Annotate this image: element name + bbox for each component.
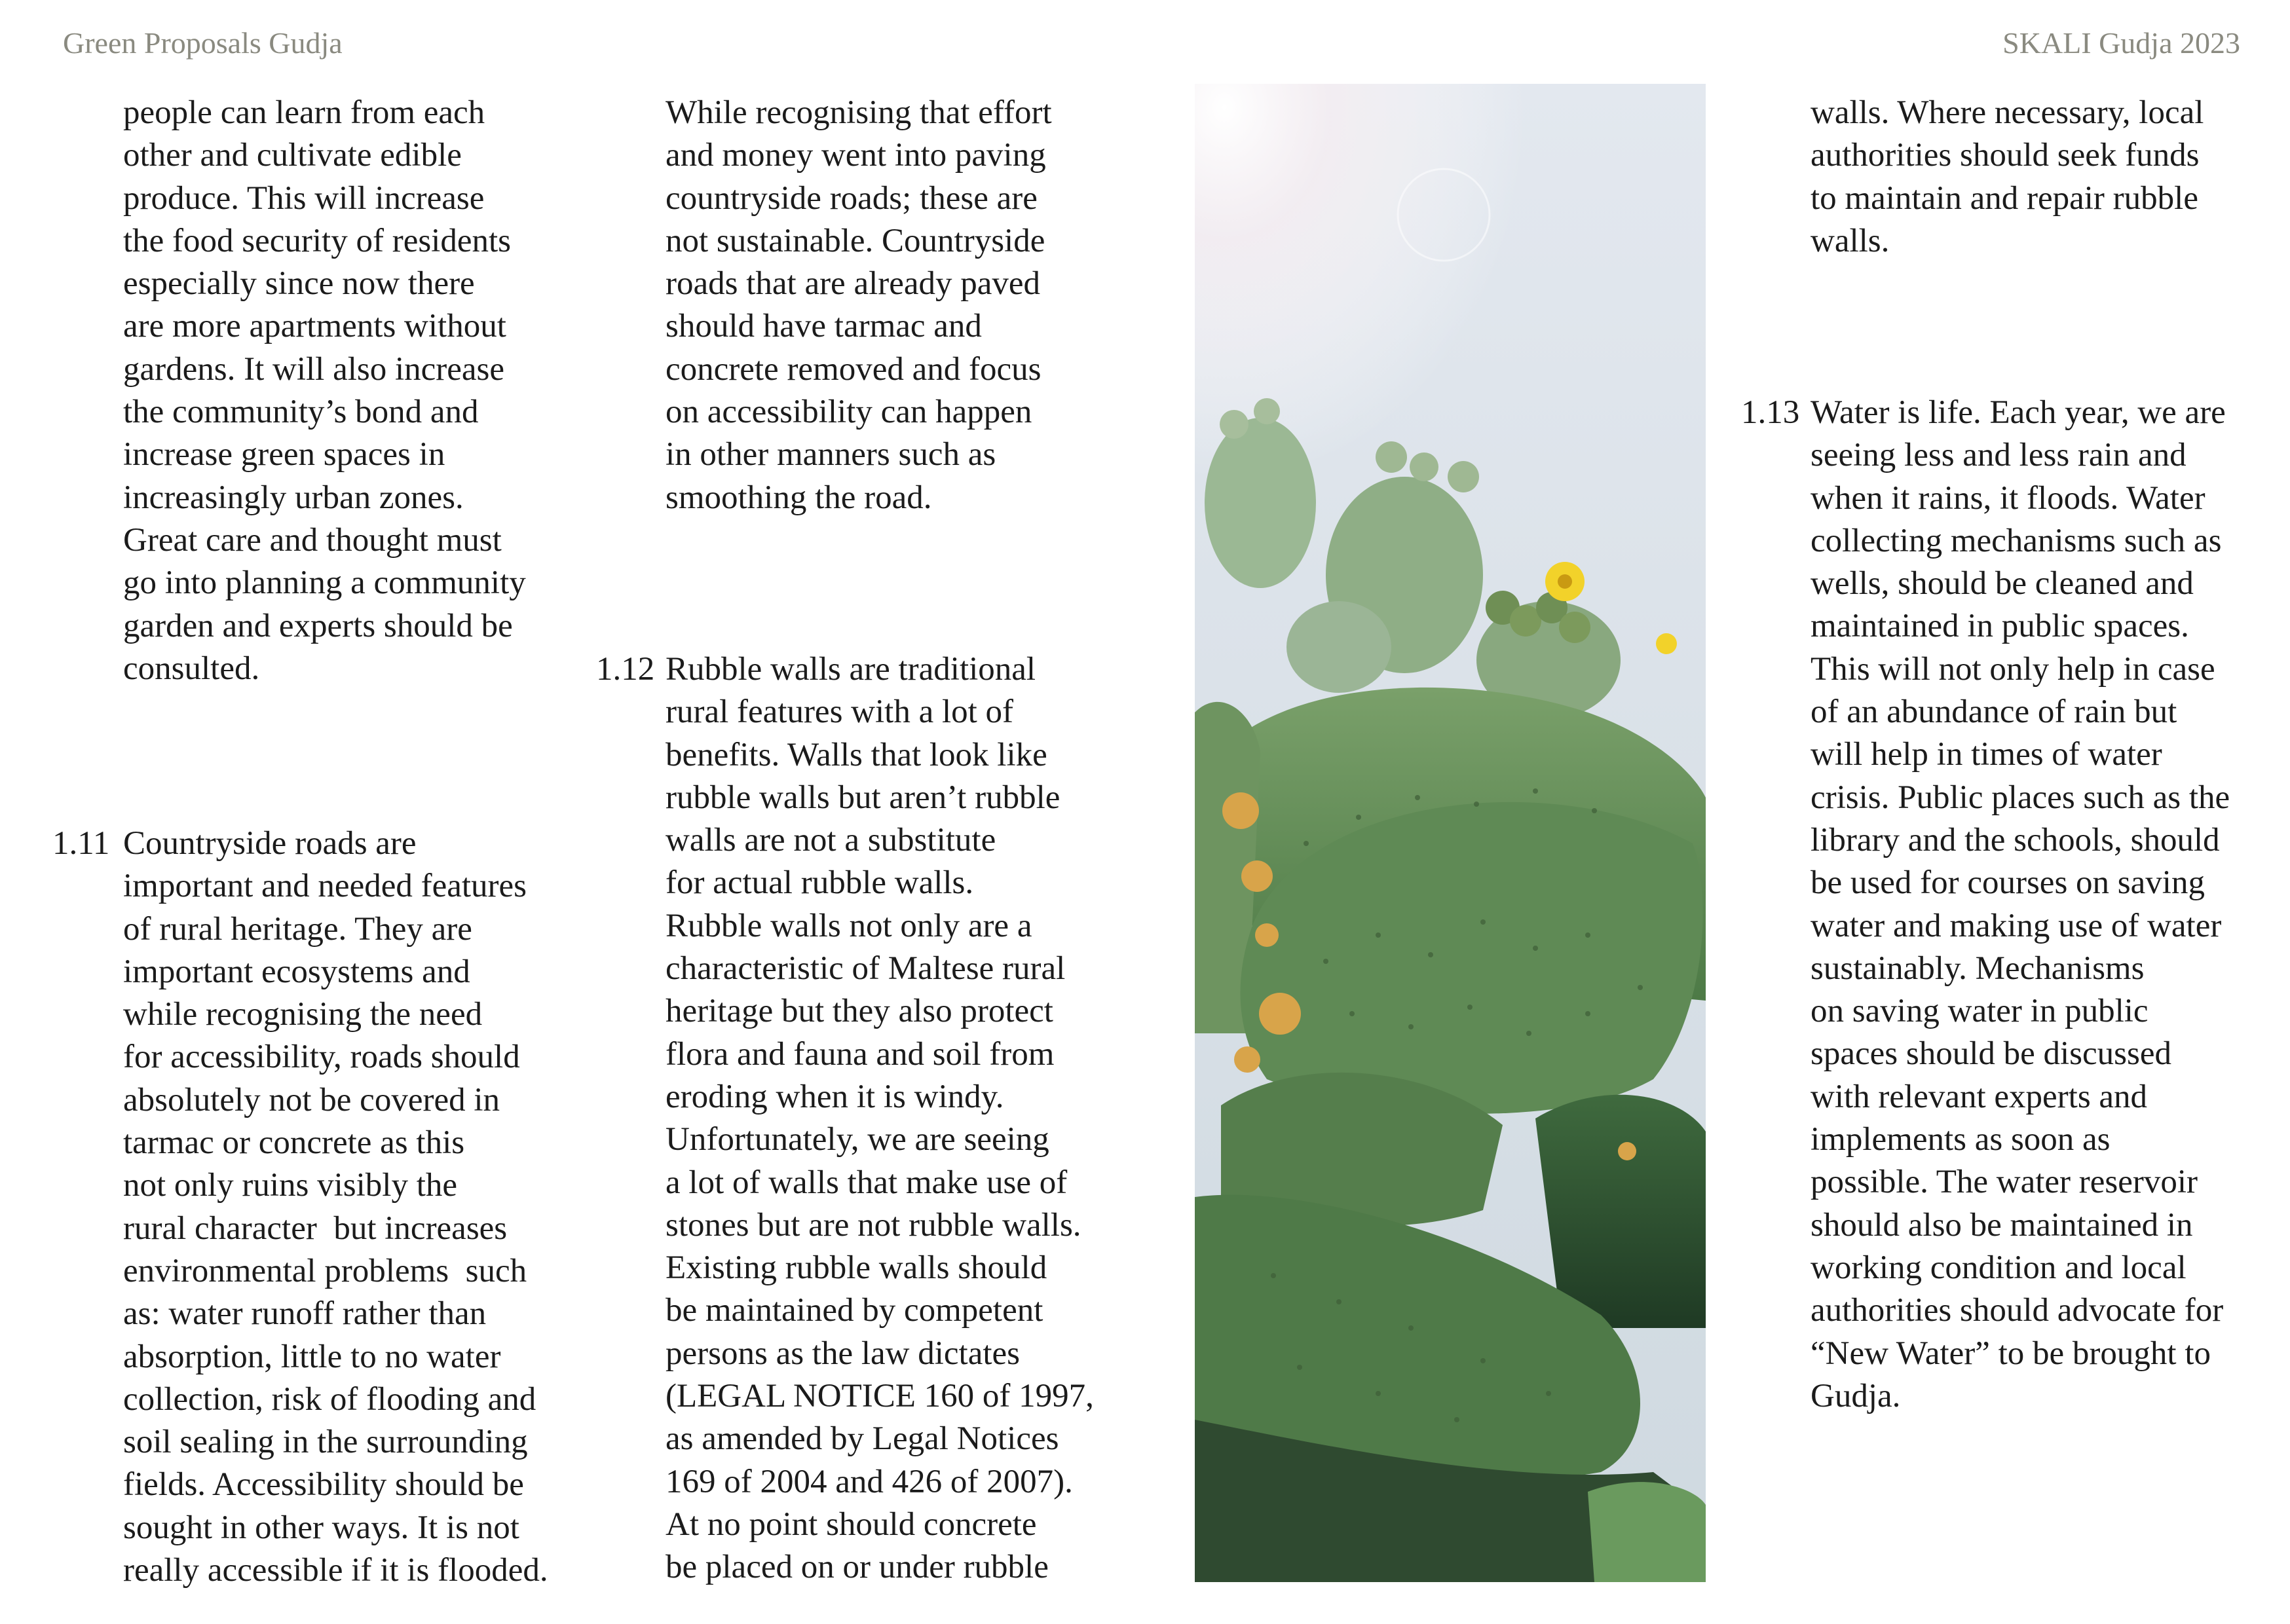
section-number-1-12: 1.12 xyxy=(596,651,655,688)
section-number-1-13: 1.13 xyxy=(1741,394,1800,431)
section-number-1-11: 1.11 xyxy=(52,825,110,862)
col1-paragraph-1-11: Countryside roads are important and needed features of rural heritage. They are important ecosystems and while recognising the need for accessibility, roads should absolutely not be covered in tarmac or concrete as this not only ruins visibly the rural character but increases environmental problems such as: water runoff rather than absorption, little to no water collection, risk of flooding and soil sealing in the surrounding fields. Accessibility should be sought in other ways. It is not really accessible if it is flooded. xyxy=(123,825,548,1589)
col2-paragraph-1-12: Rubble walls are traditional rural features with a lot of benefits. Walls that look like rubble walls but aren’t rubble walls are not a substitute for actual rubble walls. Rubble walls not only are a characteristic of Maltese rural heritage but they also protect flora and fauna and soil from eroding when it is windy. Unfortunately, we are seeing a lot of walls that make use of stones but are not rubble walls. Existing rubble walls should be maintained by competent persons as the law dictates (LEGAL NOTICE 160 of 1997, as amended by Legal Notices 169 of 2004 and 426 of 2007). At no point should concrete be placed on or under rubble xyxy=(666,651,1094,1586)
col1-paragraph-continued: people can learn from each other and cultivate edible produce. This will increase the food security of residents especially since now there are more apartments without gardens. It will also increase the community’s bond and increase green spaces in increasingly urban zones. Great care and thought must go into planning a community garden and experts should be consulted. xyxy=(123,94,526,687)
bottom-right-pad xyxy=(1588,1482,1706,1582)
document-title: Green Proposals Gudja xyxy=(63,26,343,60)
col2-paragraph-continued: While recognising that effort and money went into paving countryside roads; these are not sustainable. Countryside roads that are already paved should have tarmac and concrete removed and focus on accessibility can happen in other manners such as smoothing the road. xyxy=(666,94,1052,516)
col4-paragraph-1-13: Water is life. Each year, we are seeing less and less rain and when it rains, it floods. Water collecting mechanisms such as wells, should be cleaned and maintained in public spaces. This will not only help in case of an abundance of rain but will help in times of water crisis. Public places such as the library and the schools, should be used for courses on saving water and making use of water sustainably. Mechanisms on saving water in public spaces should be discussed with relevant experts and implements as soon as possible. The water reservoir should also be maintained in working condition and local authorities should advocate for “New Water” to be brought to Gudja. xyxy=(1811,394,2230,1414)
col4-paragraph-continued: walls. Where necessary, local authorities should seek funds to maintain and repair rubble walls. xyxy=(1811,94,2204,259)
cactus-photo xyxy=(1195,84,1706,1582)
publication-label: SKALI Gudja 2023 xyxy=(2002,26,2240,60)
